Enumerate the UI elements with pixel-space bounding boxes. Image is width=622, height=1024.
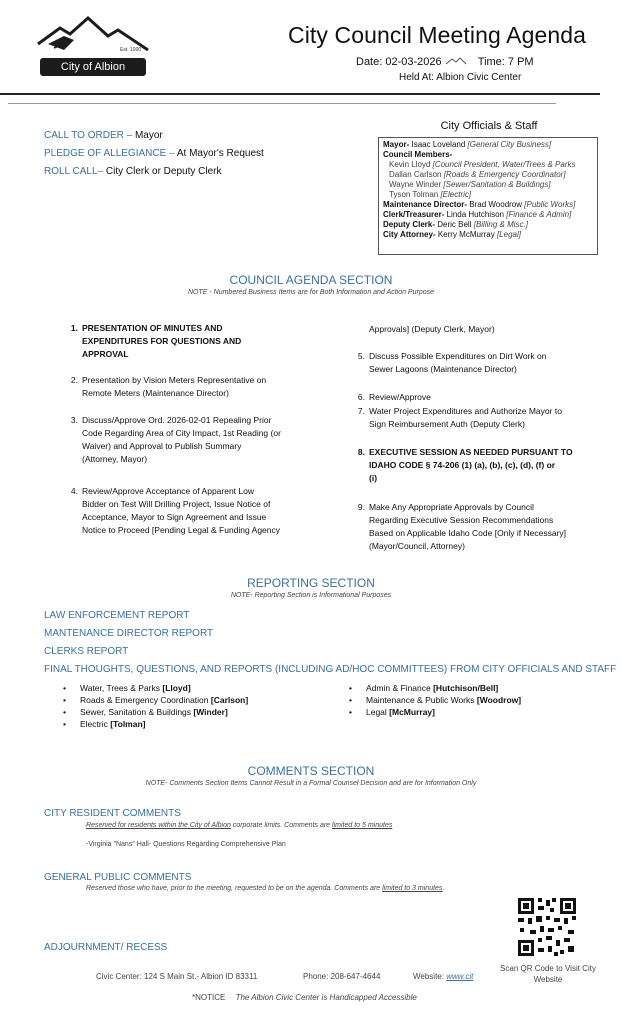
maintenance-director-report: MANTENANCE DIRECTOR REPORT (44, 628, 214, 639)
agenda-item-text: PRESENTATION OF MINUTES AND EXPENDITURES FOR QUESTIONS AND APPROVAL (82, 323, 242, 359)
opening-items (44, 127, 264, 181)
footer-address: Civic Center: 124 S Main St.- Albion ID 83311 (96, 972, 258, 981)
footer-notice: *NOTICE The Albion Civic Center is Handicapped Accessible (192, 993, 417, 1002)
logo-est-text: Est. 1000 (120, 47, 142, 53)
time-value: 7 PM (507, 56, 534, 68)
qr-code-icon[interactable] (516, 896, 578, 958)
call-to-order: CALL TO ORDER – Mayor (44, 130, 163, 141)
official-clerk: Clerk/Treasurer- Linda Hutchison [Finance & Admin] (383, 210, 572, 219)
pledge-of-allegiance: PLEDGE OF ALLEGIANCE – At Mayor's Request (44, 148, 264, 159)
report-bullet: • Admin & Finance [Hutchison/Bell] (366, 683, 498, 694)
adjournment-heading: ADJOURNMENT/ RECESS (44, 942, 168, 953)
date-label: Date: (356, 56, 383, 68)
website-link[interactable]: www.cit (446, 972, 474, 981)
agenda-item-text: Review/Approve (369, 392, 431, 402)
official-council-2: Dallan Carlson [Roads & Emergency Coordinator] (389, 170, 566, 179)
footer-phone: Phone: 208-647-4644 (303, 972, 381, 981)
agenda-item-text: Review/Approve Acceptance of Apparent Low Bidder on Test Will Drilling Project, Issue Notice of Acceptance, Mayor to Sign Agreement and Issue Notice to Proceed [Pending Legal & Funding Agency (82, 486, 280, 535)
clerks-report: CLERKS REPORT (44, 646, 129, 657)
agenda-item-text: Make Any Appropriate Approvals by Council Regarding Executive Session Recommendations Based on Applicable Idaho Code [Only if Necessary] (Mayor/Council, Attorney) (369, 502, 567, 551)
public-comments-heading: GENERAL PUBLIC COMMENTS (44, 872, 192, 883)
report-bullet: • Roads & Emergency Coordination [Carlson] (80, 695, 248, 706)
official-council-4: Tyson Tolman [Electric] (389, 190, 472, 199)
report-bullet: • Electric [Tolman] (80, 719, 146, 730)
officials-title: City Officials & Staff (440, 120, 538, 132)
reporting-section-title: REPORTING SECTION (247, 576, 375, 590)
agenda-item-number: 3. (70, 415, 78, 425)
mountain-logo-icon (34, 14, 160, 60)
agenda-item-number: 6. (357, 392, 365, 402)
city-logo (34, 14, 160, 80)
council-section-title: COUNCIL AGENDA SECTION (229, 273, 393, 287)
council-members-label: Council Members- (383, 150, 453, 159)
date-value: 02-03-2026 (385, 56, 442, 68)
agenda-item-number: 9. (357, 502, 365, 512)
final-thoughts-heading: FINAL THOUGHTS, QUESTIONS, AND REPORTS (INCLUDING AD/HOC COMMITTEES) FROM CITY OFFICIALS AND STAFF (44, 664, 617, 675)
report-bullet: • Sewer, Sanitation & Buildings [Winder] (80, 707, 228, 718)
agenda-item-text: Discuss/Approve Ord. 2026-02-01 Repealing Prior Code Regarding Area of City Impact, 1st Reading (or Waiver) and Approval to Publish Summary (Attorney, Mayor) (82, 415, 281, 464)
official-council-1: Kevin Lloyd [Council President, Water/Trees & Parks (389, 160, 576, 169)
agenda-item-number: 8. (357, 447, 365, 457)
roll-call: ROLL CALL– City Clerk or Deputy Clerk (44, 166, 222, 177)
header-divider-thin (8, 103, 556, 104)
agenda-item-text: Presentation by Vision Meters Representative on Remote Meters (Maintenance Director) (82, 375, 267, 398)
agenda-item-number: 5. (357, 351, 365, 361)
agenda-item-text: Discuss Possible Expenditures on Dirt Work on Sewer Lagoons (Maintenance Director) (369, 351, 547, 374)
law-enforcement-report: LAW ENFORCEMENT REPORT (44, 610, 190, 621)
agenda-item-text: Approvals] (Deputy Clerk, Mayor) (369, 324, 495, 334)
report-bullet: • Legal [McMurray] (366, 707, 435, 718)
official-deputy-clerk: Deputy Clerk- Deric Bell [Billing & Misc.] (383, 220, 528, 229)
qr-caption: Scan QR Code to Visit City Website (500, 964, 596, 984)
resident-comments-heading: CITY RESIDENT COMMENTS (44, 808, 181, 819)
comments-section-title: COMMENTS SECTION (247, 764, 375, 778)
report-bullet: • Water, Trees & Parks [Lloyd] (80, 683, 191, 694)
council-section-note: NOTE - Numbered Business Items are for Both Information and Action Purpose (187, 289, 435, 296)
agenda-item-number: 2. (70, 375, 78, 385)
report-bullet: • Maintenance & Public Works [Woodrow] (366, 695, 521, 706)
agenda-item-number: 1. (70, 323, 78, 333)
official-maintenance: Maintenance Director- Brad Woodrow [Public Works] (383, 200, 576, 209)
official-mayor: Mayor- Isaac Loveland [General City Business] (383, 140, 552, 149)
agenda-item-text: EXECUTIVE SESSION AS NEEDED PURSUANT TO IDAHO CODE § 74-206 (1) (a), (b), (c), (d), (f) or (i) (369, 447, 573, 483)
page-title: City Council Meeting Agenda (288, 22, 587, 48)
agenda-item-text: Water Project Expenditures and Authorize Mayor to Sign Reimbursement Auth (Deputy Clerk) (369, 406, 562, 429)
officials-box (378, 137, 598, 255)
comments-section-note: NOTE- Comments Section Items Cannot Result in a Formal Counsel Decision and are for Information Only (145, 780, 477, 787)
reporting-section-note: NOTE- Reporting Section is Informational Purposes (230, 592, 392, 599)
agenda-item-number: 7. (357, 406, 365, 416)
footer-website: Website: www.cit (413, 972, 474, 981)
logo-city-name: City of Albion (40, 58, 146, 76)
mountain-divider-icon (445, 56, 467, 68)
held-at-text: Held At: Albion Civic Center (399, 72, 522, 83)
official-council-3: Wayne Winder [Sewer/Sanitation & Buildings] (389, 180, 551, 189)
resident-comment-entry: -Virginia "Nans" Hall- Questions Regarding Comprehensive Plan (86, 841, 286, 848)
resident-comments-note: Reserved for residents within the City of Albion corporate limits. Comments are limited to 5 minutes (86, 822, 393, 829)
header-divider (0, 93, 600, 95)
time-label: Time: (477, 56, 505, 68)
agenda-item-number: 4. (70, 486, 78, 496)
official-attorney: City Attorney- Kerry McMurray [Legal] (383, 230, 521, 239)
public-comments-note: Reserved those who have, prior to the meeting, requested to be on the agenda. Comments are limited to 3 minutes. (86, 885, 445, 892)
date-time-line (356, 56, 534, 68)
